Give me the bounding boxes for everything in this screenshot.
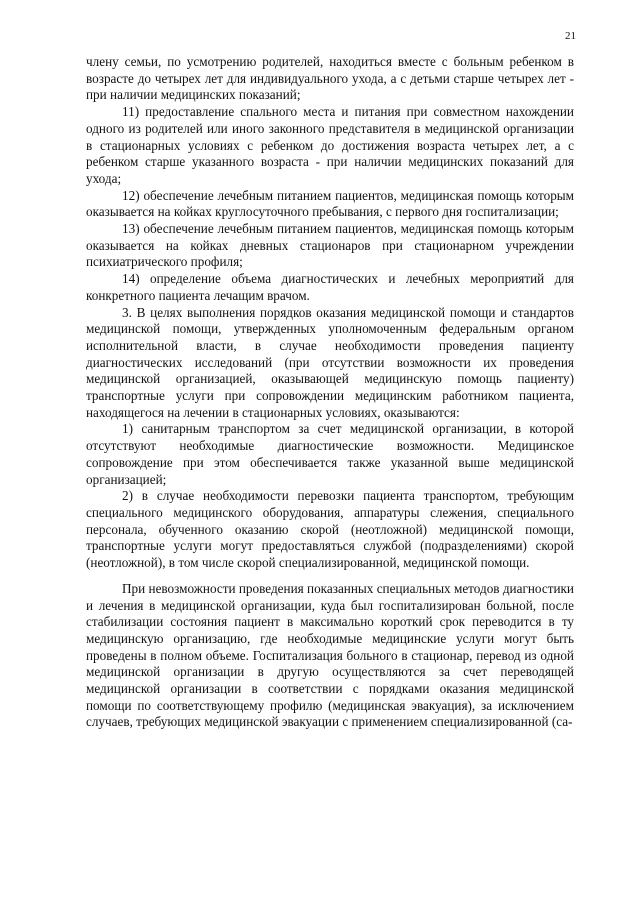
transfer-paragraph: При невозможности проведения показанных специальных методов диагностики и лечения в медицинской организации, куда был госпитализирован больной, после стабилизации состояния пациент в максимально короткий срок переводится в ту медицинскую организацию, где необходимые медицинские услуги могут быть проведены в полном объеме. Госпитализация больного в стационар, перевод из одной медицинской организации в другую осуществляются за счет переводящей медицинской организации в соответствии с порядками оказания медицинской помощи по соответствующему профилю (медицинская эвакуация), за исключением случаев, требующих медицинской эвакуации с применением специализированной (са- [86, 580, 574, 730]
sub-item-2: 2) в случае необходимости перевозки пациента транспортом, требующим специального медицинского оборудования, аппаратуры слежения, специального персонала, обученного оказанию скорой (неотложной) медицинской помощи, транспортные услуги могут предоставляться службой (подразделениями) скорой (неотложной), в том числе скорой специализированной, медицинской помощи. [86, 488, 574, 571]
section-3-paragraph: 3. В целях выполнения порядков оказания медицинской помощи и стандартов медицинской помощи, утвержденных уполномоченным федеральным органом исполнительной власти, в случае необходимости проведения пациенту диагностических исследований (при отсутствии возможности их проведения медицинской организацией, оказывающей медицинскую помощь пациенту) транспортные услуги при сопровождении медицинским работником пациента, находящегося на лечении в стационарных условиях, оказываются: [86, 304, 574, 420]
list-item-13: 13) обеспечение лечебным питанием пациентов, медицинская помощь которым оказывается на койках дневных стационаров при стационарном учреждении психиатрического профиля; [86, 221, 574, 270]
list-item-12: 12) обеспечение лечебным питанием пациентов, медицинская помощь которым оказывается на койках круглосуточного пребывания, с первого дня госпитализации; [86, 187, 574, 220]
page-number: 21 [565, 30, 576, 42]
document-body [86, 54, 574, 731]
sub-item-1: 1) санитарным транспортом за счет медицинской организации, в которой отсутствуют необходимые диагностические возможности. Медицинское сопровождение при этом обеспечивается также указанной выше медицинской организацией; [86, 421, 574, 487]
list-item-11: 11) предоставление спального места и питания при совместном нахождении одного из родителей или иного законного представителя в медицинской организации в стационарных условиях с ребенком до достижения возраста четырех лет, а с ребенком старше указанного возраста - при наличии медицинских показаний для ухода; [86, 104, 574, 186]
list-item-14: 14) определение объема диагностических и лечебных мероприятий для конкретного пациента лечащим врачом. [86, 271, 574, 303]
paragraph-continuation: члену семьи, по усмотрению родителей, находиться вместе с больным ребенком в возрасте до четырех лет для индивидуального ухода, а с детьми старше четырех лет - при наличии медицинских показаний; [86, 54, 574, 103]
